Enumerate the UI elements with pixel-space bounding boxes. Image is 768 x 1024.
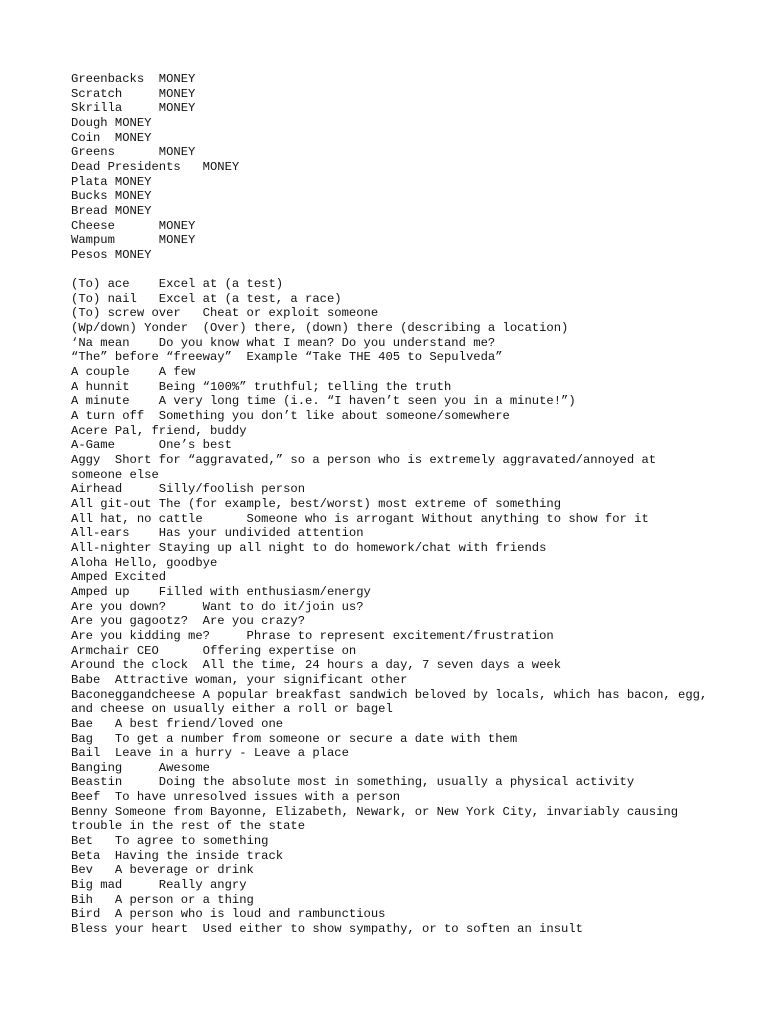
- slang-entry-line: ‘Na mean Do you know what I mean? Do you understand me?: [71, 335, 496, 350]
- slang-entry-line: All-ears Has your undivided attention: [71, 526, 364, 541]
- slang-entry-line: A hunnit Being “100%” truthful; telling the truth: [71, 379, 452, 394]
- slang-entry-line: Bless your heart Used either to show sympathy, or to soften an insult: [71, 922, 583, 937]
- slang-entry-line: (Wp/down) Yonder (Over) there, (down) there (describing a location): [71, 321, 569, 336]
- slang-entry-line: Armchair CEO Offering expertise on: [71, 643, 357, 658]
- slang-entry-line: Bae A best friend/loved one: [71, 716, 284, 731]
- money-term-line: Bread MONEY: [71, 203, 152, 218]
- slang-entry-line: (To) ace Excel at (a test): [71, 277, 284, 292]
- slang-entry-line: Banging Awesome: [71, 760, 210, 775]
- money-term-line: Greens MONEY: [71, 145, 196, 160]
- money-term-line: Bucks MONEY: [71, 189, 152, 204]
- slang-entry-line: (To) screw over Cheat or exploit someone: [71, 306, 379, 321]
- slang-entry-line: Around the clock All the time, 24 hours a day, 7 seven days a week: [71, 658, 562, 673]
- money-term-line: Greenbacks MONEY: [71, 72, 196, 86]
- slang-entry-line: Amped Excited: [71, 570, 167, 585]
- slang-entry-line: Baconeggandcheese A popular breakfast sandwich beloved by locals, which has bacon, egg, and cheese on usually either a roll or bagel: [71, 687, 715, 717]
- slang-entry-line: All-nighter Staying up all night to do homework/chat with friends: [71, 540, 547, 555]
- slang-entry-line: Beastin Doing the absolute most in something, usually a physical activity: [71, 775, 635, 790]
- slang-entry-line: Beef To have unresolved issues with a person: [71, 790, 401, 805]
- slang-entry-line: A-Game One’s best: [71, 438, 232, 453]
- money-term-line: Skrilla MONEY: [71, 101, 196, 116]
- slang-entry-line: Bail Leave in a hurry - Leave a place: [71, 746, 349, 761]
- money-term-line: Pesos MONEY: [71, 247, 152, 262]
- money-term-line: Wampum MONEY: [71, 233, 196, 248]
- money-term-line: Cheese MONEY: [71, 218, 196, 233]
- slang-entry-line: Bih A person or a thing: [71, 892, 254, 907]
- slang-entry-line: Amped up Filled with enthusiasm/energy: [71, 584, 371, 599]
- slang-entry-line: Acere Pal, friend, buddy: [71, 423, 247, 438]
- slang-entry-line: Aloha Hello, goodbye: [71, 555, 218, 570]
- slang-entry-line: Bev A beverage or drink: [71, 863, 254, 878]
- money-term-line: Plata MONEY: [71, 174, 152, 189]
- slang-entry-line: Airhead Silly/foolish person: [71, 482, 306, 497]
- slang-entry-line: Are you kidding me? Phrase to represent excitement/frustration: [71, 628, 554, 643]
- money-term-line: Dead Presidents MONEY: [71, 159, 240, 174]
- slang-entry-line: A minute A very long time (i.e. “I haven’t seen you in a minute!”): [71, 394, 576, 409]
- slang-entry-line: Benny Someone from Bayonne, Elizabeth, Newark, or New York City, invariably causing trouble in the rest of the state: [71, 804, 686, 834]
- slang-entries-list: [71, 277, 715, 937]
- slang-entry-line: Bird A person who is loud and rambunctious: [71, 907, 386, 922]
- section-gap: [71, 263, 711, 278]
- document-body: [71, 72, 715, 937]
- slang-entry-line: A couple A few: [71, 365, 196, 380]
- slang-entry-line: (To) nail Excel at (a test, a race): [71, 291, 342, 306]
- money-terms-list: [71, 72, 711, 263]
- slang-entry-line: All git-out The (for example, best/worst) most extreme of something: [71, 497, 562, 512]
- slang-entry-line: “The” before “freeway” Example “Take THE 405 to Sepulveda”: [71, 350, 503, 365]
- slang-entry-line: Are you gagootz? Are you crazy?: [71, 614, 306, 629]
- money-term-line: Coin MONEY: [71, 130, 152, 145]
- slang-entry-line: Bag To get a number from someone or secure a date with them: [71, 731, 518, 746]
- money-term-line: Scratch MONEY: [71, 86, 196, 101]
- slang-entry-line: Are you down? Want to do it/join us?: [71, 599, 364, 614]
- slang-entry-line: Aggy Short for “aggravated,” so a person who is extremely aggravated/annoyed at someone else: [71, 453, 664, 482]
- slang-entry-line: Beta Having the inside track: [71, 848, 284, 863]
- money-term-line: Dough MONEY: [71, 115, 152, 130]
- slang-entry-line: A turn off Something you don’t like about someone/somewhere: [71, 409, 510, 424]
- slang-entry-line: Big mad Really angry: [71, 878, 247, 893]
- slang-entry-line: Babe Attractive woman, your significant other: [71, 672, 408, 687]
- slang-entry-line: Bet To agree to something: [71, 834, 269, 849]
- slang-entry-line: All hat, no cattle Someone who is arrogant Without anything to show for it: [71, 511, 649, 526]
